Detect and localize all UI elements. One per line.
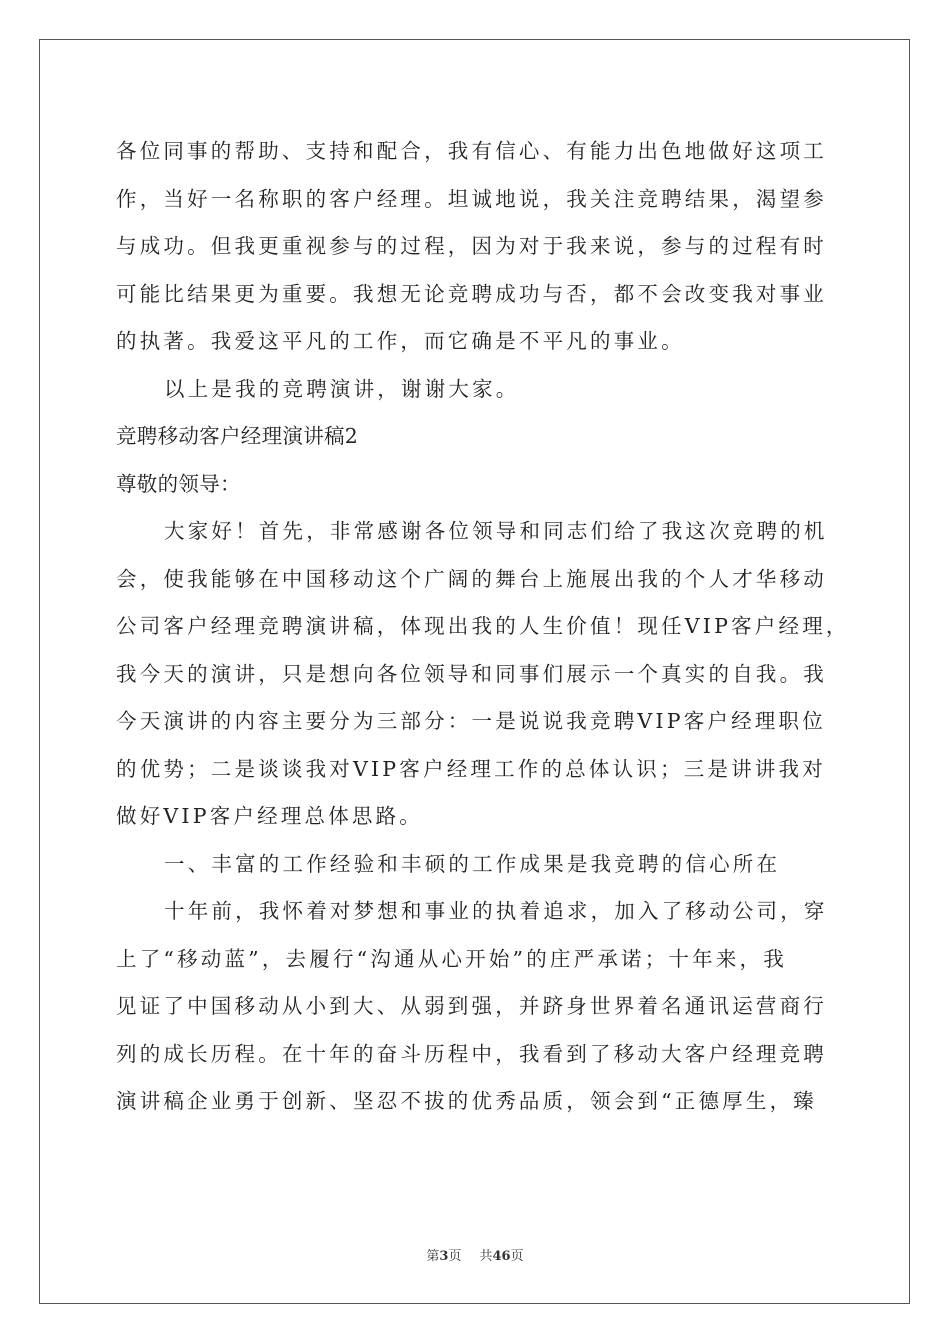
text-line: 一、丰富的工作经验和丰硕的工作成果是我竞聘的信心所在 <box>164 851 781 876</box>
text-line: 列的成长历程。在十年的奋斗历程中，我看到了移动大客户经理竞聘 <box>116 1041 827 1066</box>
text-line: 上了“移动蓝”，去履行“沟通从心开始”的庄严承诺；十年来，我 <box>116 946 787 971</box>
text-line: 竞聘移动客户经理演讲稿2 <box>116 424 359 448</box>
page-number: 3 <box>439 1249 449 1264</box>
total-pages: 46 <box>492 1249 511 1264</box>
text-line: 的优势；二是谈谈我对VIP客户经理工作的总体认识；三是讲讲我对 <box>116 756 826 781</box>
text-line: 会，使我能够在中国移动这个广阔的舞台上施展出我的个人才华移动 <box>116 566 827 591</box>
text-line: 做好VIP客户经理总体思路。 <box>116 804 423 828</box>
text-line: 公司客户经理竞聘演讲稿，体现出我的人生价值！现任VIP客户经理， <box>116 614 850 638</box>
text-line: 作，当好一名称职的客户经理。坦诚地说，我关注竞聘结果，渴望参 <box>116 186 827 211</box>
total-prefix: 共 <box>479 1249 493 1264</box>
text-line: 演讲稿企业勇于创新、坚忍不拔的优秀品质，领会到“正德厚生，臻 <box>116 1089 817 1113</box>
page-suffix: 页 <box>448 1249 462 1264</box>
text-line: 今天演讲的内容主要分为三部分：一是说说我竞聘VIP客户经理职位 <box>116 709 826 733</box>
text-line: 我今天的演讲，只是想向各位领导和同事们展示一个真实的自我。我 <box>116 661 827 686</box>
document-body <box>116 128 850 1126</box>
text-line: 的执著。我爱这平凡的工作，而它确是不平凡的事业。 <box>116 329 685 353</box>
total-suffix: 页 <box>510 1249 524 1264</box>
text-line: 与成功。但我更重视参与的过程，因为对于我来说，参与的过程有时 <box>116 234 827 258</box>
page-prefix: 第 <box>426 1249 440 1264</box>
text-line: 大家好！首先，非常感谢各位领导和同志们给了我这次竞聘的机 <box>164 519 828 543</box>
text-line: 尊敬的领导： <box>116 471 241 496</box>
page-footer <box>0 1245 950 1264</box>
text-line: 以上是我的竞聘演讲，谢谢大家。 <box>164 376 520 401</box>
text-line: 十年前，我怀着对梦想和事业的执着追求，加入了移动公司，穿 <box>164 899 828 923</box>
text-line: 可能比结果更为重要。我想无论竞聘成功与否，都不会改变我对事业 <box>116 281 827 306</box>
text-line: 各位同事的帮助、支持和配合，我有信心、有能力出色地做好这项工 <box>116 139 827 163</box>
text-line: 见证了中国移动从小到大、从弱到强，并跻身世界着名通讯运营商行 <box>116 994 827 1018</box>
